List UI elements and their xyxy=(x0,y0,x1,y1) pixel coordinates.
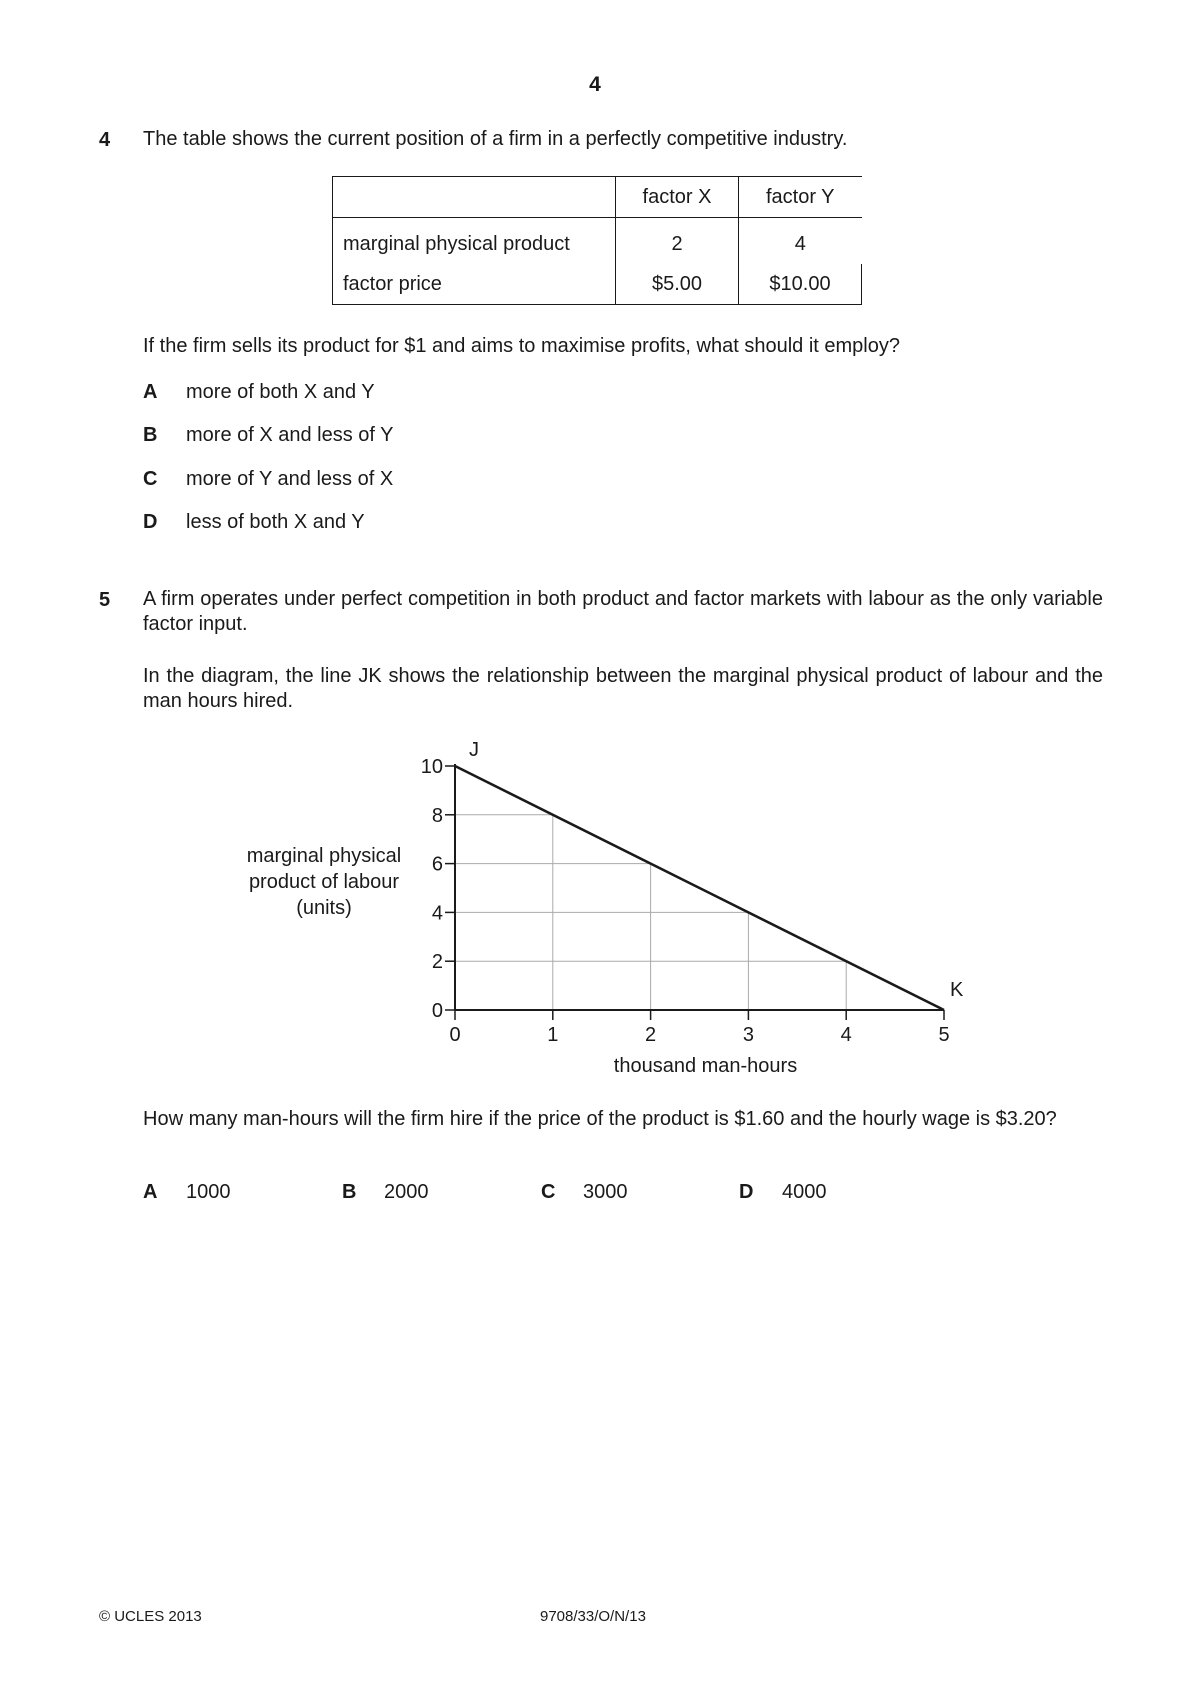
question-5-number: 5 xyxy=(99,589,111,611)
x-tick-label: 5 xyxy=(938,1024,950,1046)
question-4-number: 4 xyxy=(99,129,111,151)
x-tick-label: 2 xyxy=(645,1024,657,1046)
question-4-stem: If the firm sells its product for $1 and aims to maximise profits, what should it employ? xyxy=(143,335,900,357)
x-tick-label: 0 xyxy=(449,1024,461,1046)
table-cell: $10.00 xyxy=(739,264,862,305)
y-tick-label: 10 xyxy=(420,756,443,778)
page-number: 4 xyxy=(589,73,601,96)
chart-labels xyxy=(247,739,964,1077)
option-letter: D xyxy=(143,511,158,533)
table-cell: 2 xyxy=(616,218,739,265)
table-cell: factor price xyxy=(333,264,616,305)
option-letter: B xyxy=(342,1181,357,1203)
x-tick-label: 1 xyxy=(547,1024,559,1046)
option-letter: A xyxy=(143,1181,158,1203)
option-letter: C xyxy=(541,1181,556,1203)
option-letter: A xyxy=(143,381,158,403)
option-text: less of both X and Y xyxy=(186,511,365,533)
x-tick-label: 3 xyxy=(742,1024,754,1046)
question-4-intro: The table shows the current position of a firm in a perfectly competitive industry. xyxy=(143,128,848,150)
y-tick-label: 8 xyxy=(431,804,443,827)
table-cell: marginal physical product xyxy=(333,218,616,265)
chart-series xyxy=(455,766,944,1010)
footer-paper-code: 9708/33/O/N/13 xyxy=(540,1608,646,1625)
option-text: more of both X and Y xyxy=(186,381,375,403)
y-tick-label: 0 xyxy=(431,1000,443,1022)
y-tick-label: 2 xyxy=(431,951,443,974)
option-letter: B xyxy=(143,424,158,446)
option-text: 1000 xyxy=(186,1181,231,1203)
chart-grid xyxy=(455,815,846,1010)
y-axis-label-line: (units) xyxy=(296,897,352,919)
y-axis-label-line: marginal physical xyxy=(246,845,402,867)
option-letter: C xyxy=(143,468,158,490)
y-axis-label-line: product of labour xyxy=(248,871,400,893)
question-5-para-2: In the diagram, the line JK shows the relationship between the marginal physical product of labour and the man hours hired. xyxy=(143,665,1103,712)
question-5-stem: How many man-hours will the firm hire if the price of the product is $1.60 and the hourly wage is $3.20? xyxy=(143,1108,1057,1130)
table-header-cell: factor Y xyxy=(739,177,862,218)
option-text: 3000 xyxy=(583,1181,628,1203)
x-tick-label: 4 xyxy=(840,1024,852,1046)
table-cell: 4 xyxy=(794,232,806,255)
series-line-jk xyxy=(455,766,944,1010)
option-text: 4000 xyxy=(782,1181,827,1203)
table-cell: $5.00 xyxy=(616,264,739,305)
option-text: more of Y and less of X xyxy=(186,468,394,490)
option-text: 2000 xyxy=(384,1181,429,1203)
chart-ticks xyxy=(445,766,944,1020)
footer-copyright: © UCLES 2013 xyxy=(99,1608,202,1625)
option-letter: D xyxy=(739,1181,754,1203)
y-tick-label: 6 xyxy=(431,853,443,876)
point-label-j: J xyxy=(469,739,479,761)
point-label-k: K xyxy=(950,979,964,1001)
option-text: more of X and less of Y xyxy=(186,424,394,446)
question-5-para-1: A firm operates under perfect competition in both product and factor markets with labour as the only variable factor input. xyxy=(143,588,1103,635)
x-axis-label: thousand man-hours xyxy=(613,1055,798,1077)
table-header-cell: factor X xyxy=(616,177,739,218)
y-tick-label: 4 xyxy=(431,902,443,925)
